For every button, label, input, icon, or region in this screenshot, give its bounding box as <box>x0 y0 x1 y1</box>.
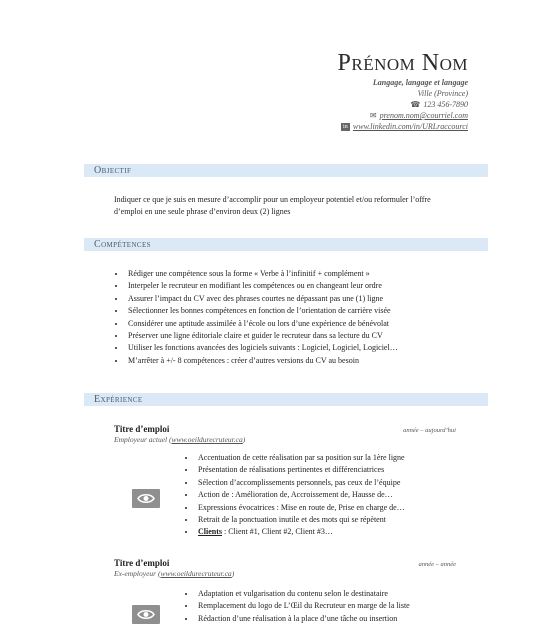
phone-text: 123 456-7890 <box>423 100 468 109</box>
linkedin-icon: in <box>341 123 350 131</box>
list-item: • Considérer une aptitude assimilée à l’école ou lors d’une expérience de bénévolat <box>126 318 398 330</box>
list-item: • Interpeler le recruteur en modifiant les compétences ou en changeant leur ordre <box>126 280 398 292</box>
job-achievements-list <box>184 452 405 539</box>
clients-text: : Client #1, Client #2, Client #3… <box>222 527 333 537</box>
job-employer: Employeur actuel (www.oeildurecruteur.ca) <box>114 435 246 444</box>
employer-link[interactable]: www.oeildurecruteur.ca <box>171 435 243 444</box>
list-item: • Action de : Amélioration de, Accroissement de, Hausse de… <box>196 489 405 501</box>
section-objectif-header: Objectif <box>84 164 488 177</box>
resume-header <box>338 50 468 132</box>
section-competences-header: Compétences <box>84 238 488 251</box>
list-item: • Rédiger une compétence sous la forme « Verbe à l’infinitif + complément » <box>126 268 398 280</box>
languages-line: Langage, langage et langage <box>372 78 468 87</box>
objectif-text: Indiquer ce que je suis en mesure d’accomplir pour un employeur potentiel et/ou reformuler l’offre d’emploi en une seule phrase d’environ deux (2) lignes <box>114 195 431 216</box>
list-item: • Utiliser les fonctions avancées des logiciels suivants : Logiciel, Logiciel, Logiciel… <box>126 342 398 354</box>
list-item: • Préserver une ligne éditoriale claire et guider le recruteur dans sa lecture du CV <box>126 330 398 342</box>
job-title: Titre d’emploi <box>114 424 170 434</box>
list-item: • Présentation de réalisations pertinentes et différenciatrices <box>196 464 405 476</box>
city-line: Ville (Province) <box>417 89 468 98</box>
job-date: année – année <box>418 561 456 568</box>
phone-line <box>338 99 468 110</box>
eye-icon <box>132 605 160 624</box>
list-item <box>196 526 405 538</box>
job-employer: Ex-employeur (www.oeildurecruteur.ca) <box>114 569 235 578</box>
list-item: • Adaptation et vulgarisation du contenu selon le destinataire <box>196 588 410 600</box>
list-item: • M’arrêter à +/- 8 compétences : créer d’autres versions du CV au besoin <box>126 355 398 367</box>
list-item: • Retrait de la ponctuation inutile et des mots qui se répètent <box>196 514 405 526</box>
candidate-name: Prénom Nom <box>337 50 468 76</box>
competences-list <box>114 268 398 367</box>
list-item: • Remplacement du logo de L’Œil du Recruteur en marge de la liste <box>196 600 410 612</box>
job-date: année – aujourd’hui <box>403 427 456 434</box>
job-title: Titre d’emploi <box>114 558 170 568</box>
clients-label: Clients <box>198 527 222 537</box>
job-achievements-list <box>184 588 410 625</box>
phone-icon: ☎ <box>410 100 421 109</box>
email-link[interactable]: prenom.nom@courriel.com <box>379 111 468 120</box>
linkedin-line[interactable] <box>338 121 468 132</box>
list-item: • Rédaction d’une réalisation à la place d’une tâche ou insertion <box>196 613 410 625</box>
list-item: • Accentuation de cette réalisation par sa position sur la 1ère ligne <box>196 452 405 464</box>
linkedin-link[interactable]: www.linkedin.com/in/URLraccourci <box>352 122 468 131</box>
list-item: • Expressions évocatrices : Mise en route de, Prise en charge de… <box>196 502 405 514</box>
section-experience-header: Expérience <box>84 393 488 406</box>
envelope-icon: ✉ <box>369 111 377 120</box>
eye-icon <box>132 489 160 508</box>
list-item: • Sélection d’accomplissements personnels, pas ceux de l’équipe <box>196 477 405 489</box>
list-item: • Sélectionner les bonnes compétences en fonction de l’orientation de carrière visée <box>126 305 398 317</box>
employer-link[interactable]: www.oeildurecruteur.ca <box>160 569 232 578</box>
list-item: • Assurer l’impact du CV avec des phrases courtes ne dépassant pas une (1) ligne <box>126 293 398 305</box>
email-line[interactable] <box>338 110 468 121</box>
